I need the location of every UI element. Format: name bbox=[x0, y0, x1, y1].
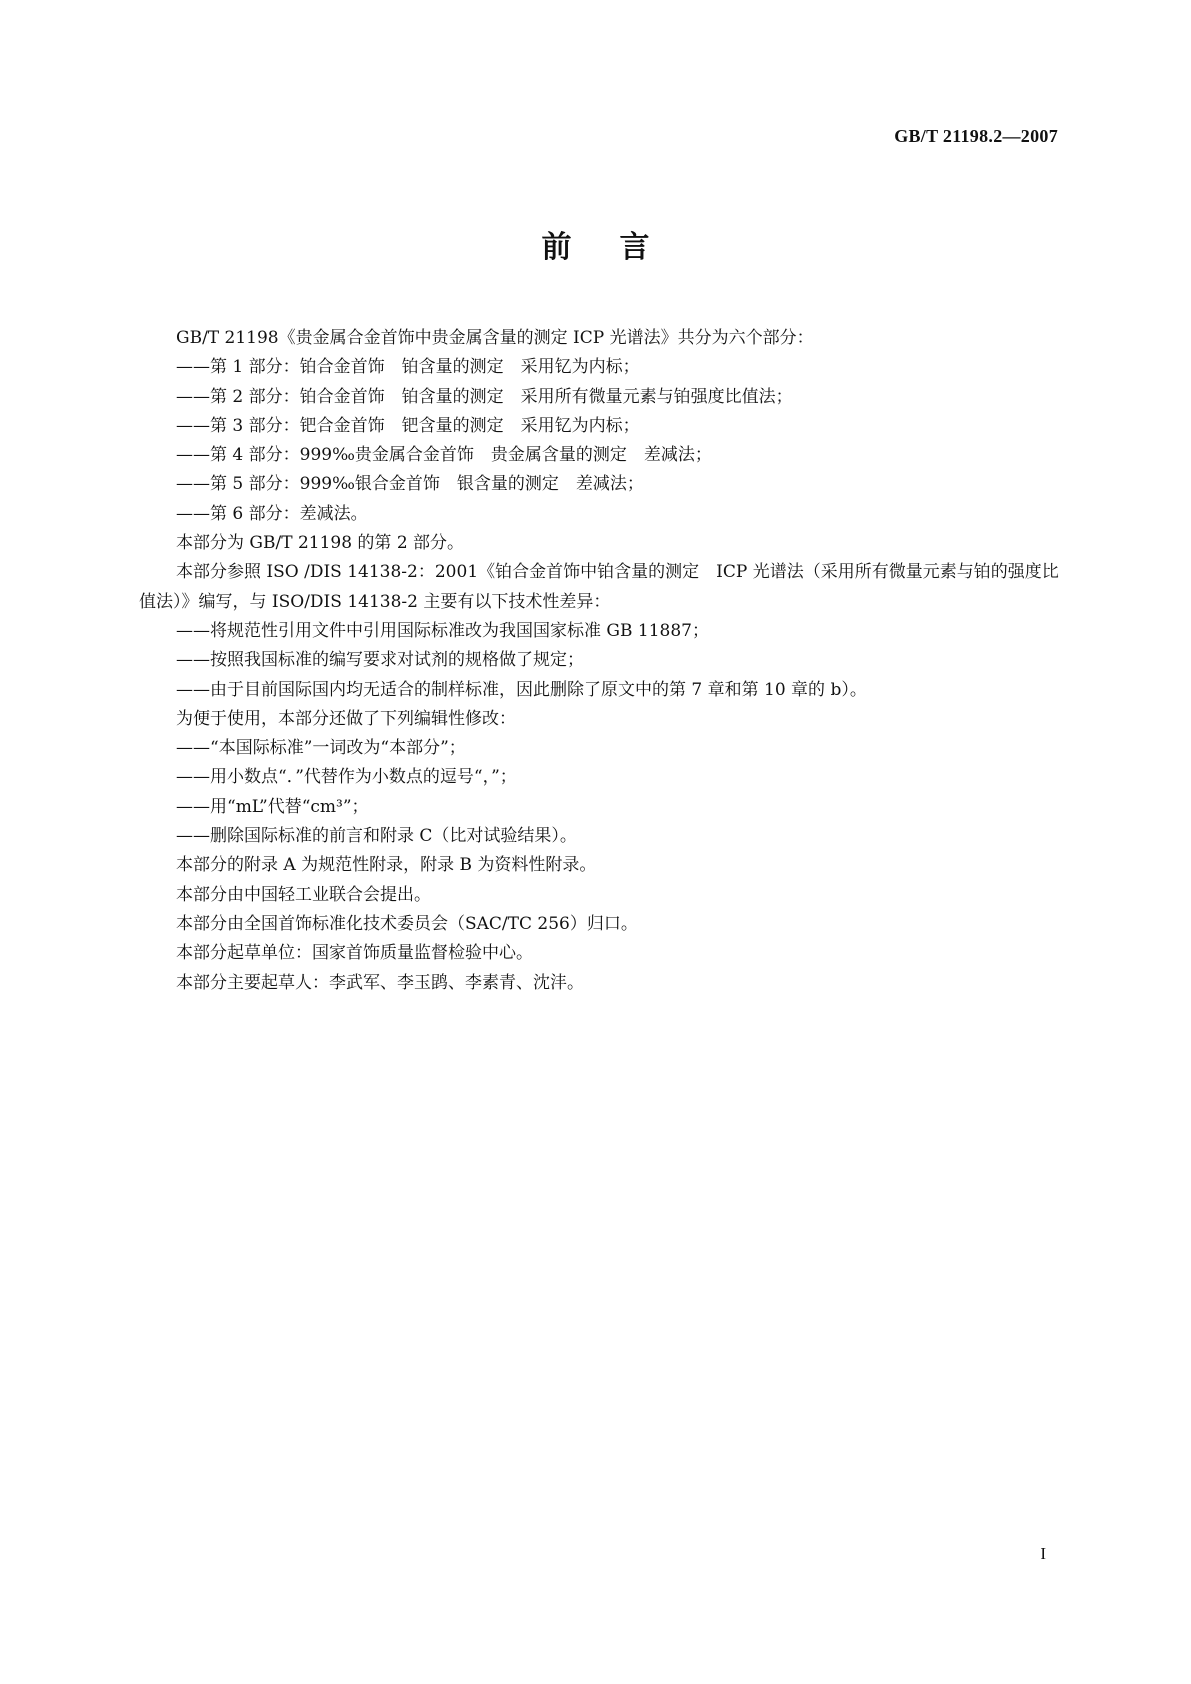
list-item-editorial-4: ——删除国际标准的前言和附录 C（比对试验结果）。 bbox=[176, 826, 577, 847]
foreword-body bbox=[139, 324, 1059, 998]
paragraph-annexes: 本部分的附录 A 为规范性附录，附录 B 为资料性附录。 bbox=[176, 855, 597, 876]
standard-number: GB/T 21198.2—2007 bbox=[894, 126, 1058, 146]
paragraph-editorial-intro: 为便于使用，本部分还做了下列编辑性修改： bbox=[176, 708, 516, 729]
list-item-editorial-3: ——用“mL”代替“cm³”； bbox=[176, 796, 369, 817]
list-item-editorial-1: ——“本国际标准”一词改为“本部分”； bbox=[176, 738, 466, 759]
list-item-difference-3: ——由于目前国际国内均无适合的制样标准，因此删除了原文中的第 7 章和第 10 章的 b）。 bbox=[176, 679, 867, 700]
paragraph-drafters: 本部分主要起草人：李武军、李玉鹍、李素青、沈沣。 bbox=[176, 972, 584, 993]
list-item-part-2: ——第 2 部分：铂合金首饰 铂含量的测定 采用所有微量元素与铂强度比值法； bbox=[176, 386, 793, 407]
list-item-editorial-2: ——用小数点“．”代替作为小数点的逗号“，”； bbox=[176, 767, 517, 788]
list-item-part-3: ——第 3 部分：钯合金首饰 钯含量的测定 采用钇为内标； bbox=[176, 415, 640, 436]
paragraph-drafting-unit: 本部分起草单位：国家首饰质量监督检验中心。 bbox=[176, 943, 533, 964]
paragraph-this-part: 本部分为 GB/T 21198 的第 2 部分。 bbox=[176, 533, 465, 554]
paragraph-parts-overview: GB/T 21198《贵金属合金首饰中贵金属含量的测定 ICP 光谱法》共分为六个部分： bbox=[176, 328, 814, 348]
paragraph-centralized-by: 本部分由全国首饰标准化技术委员会（SAC/TC 256）归口。 bbox=[176, 913, 638, 934]
page-title: 前言 bbox=[541, 230, 698, 265]
list-item-part-6: ——第 6 部分：差减法。 bbox=[176, 503, 368, 524]
list-item-difference-1: ——将规范性引用文件中引用国际标准改为我国国家标准 GB 11887； bbox=[176, 620, 709, 641]
paragraph-proposed-by: 本部分由中国轻工业联合会提出。 bbox=[176, 884, 431, 905]
list-item-part-1: ——第 1 部分：铂合金首饰 铂含量的测定 采用钇为内标； bbox=[176, 357, 640, 378]
list-item-difference-2: ——按照我国标准的编写要求对试剂的规格做了规定； bbox=[176, 650, 584, 671]
paragraph-reference: 本部分参照 ISO /DIS 14138-2：2001《铂合金首饰中铂含量的测定 ICP 光谱法（采用所有微量元素与铂的强度比值法）》编写，与 ISO/DIS 14138-2 主要有以下技术性差异： bbox=[139, 562, 1059, 612]
list-item-part-4: ——第 4 部分：999‰贵金属合金首饰 贵金属含量的测定 差减法； bbox=[176, 445, 712, 466]
list-item-part-5: ——第 5 部分：999‰银合金首饰 银含量的测定 差减法； bbox=[176, 474, 644, 495]
page-number: I bbox=[1040, 1544, 1046, 1563]
